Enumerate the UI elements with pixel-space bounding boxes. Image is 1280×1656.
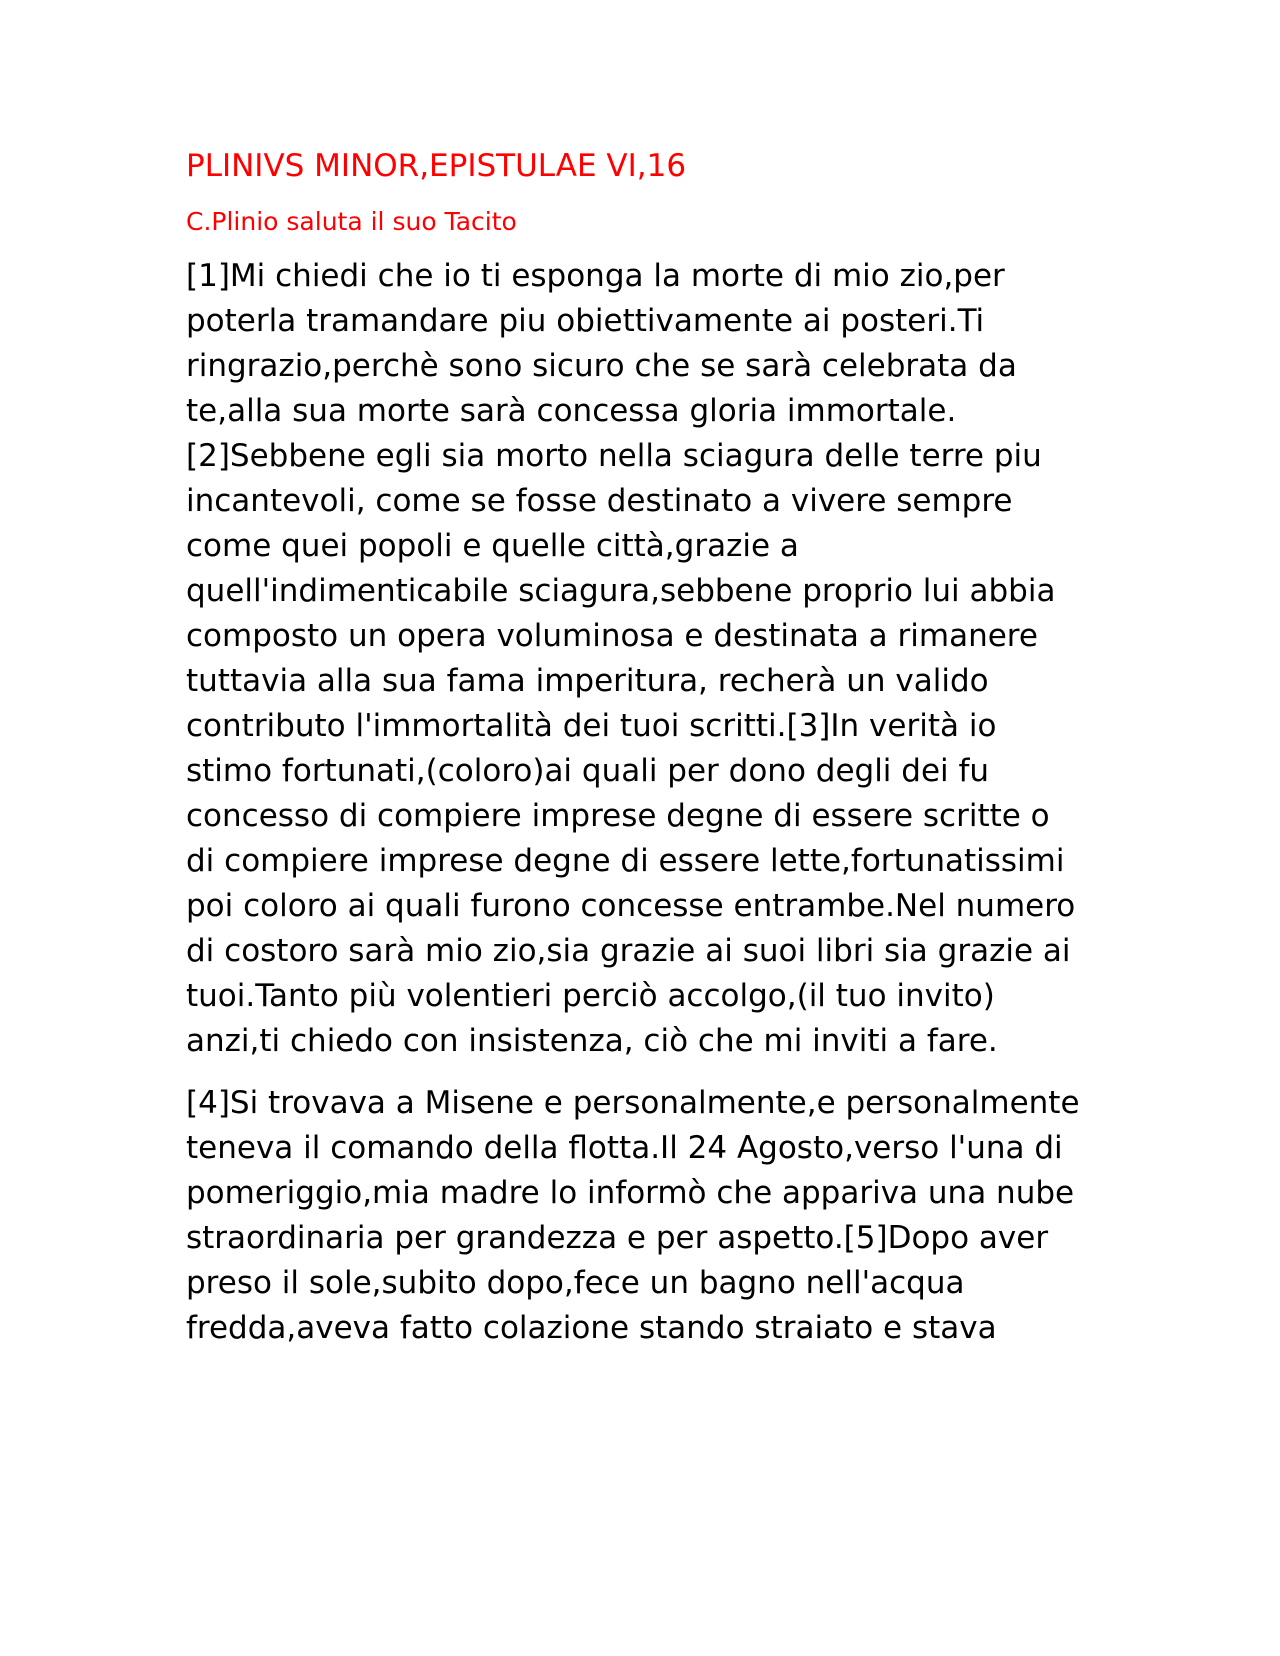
document-title: PLINIVS MINOR,EPISTULAE VI,16 bbox=[186, 148, 687, 184]
body-paragraph-1: [1]Mi chiedi che io ti esponga la morte di mio zio,per poterla tramandare piu obiettivamente ai posteri.Ti ringrazio,perchè sono sicuro che se sarà celebrata da te,alla sua morte sarà concessa gloria immortale.[2]Sebbene egli sia morto nella sciagura delle terre piu incantevoli, come se fosse destinato a vivere sempre come quei popoli e quelle città,grazie a quell'indimenticabile sciagura,sebbene proprio lui abbia composto un opera voluminosa e destinata a rimanere tuttavia alla sua fama imperitura, recherà un valido contributo l'immortalità dei tuoi scritti.[3]In verità io stimo fortunati,(coloro)ai quali per dono degli dei fu concesso di compiere imprese degne di essere scritte o di compiere imprese degne di essere lette,fortunatissimi poi coloro ai quali furono concesse entrambe.Nel numero di costoro sarà mio zio,sia grazie ai suoi libri sia grazie ai tuoi.Tanto più volentieri perciò accolgo,(il tuo invito) anzi,ti chiedo con insistenza, ciò che mi inviti a fare. bbox=[186, 258, 1076, 1060]
document-page bbox=[186, 148, 1086, 1351]
body-paragraph-2: [4]Si trovava a Misene e personalmente,e personalmente teneva il comando della flotta.Il 24 Agosto,verso l'una di pomeriggio,mia madre lo informò che appariva una nube straordinaria per grandezza e per aspetto.[5]Dopo aver preso il sole,subito dopo,fece un bagno nell'acqua fredda,aveva fatto colazione stando straiato e stava bbox=[186, 1085, 1080, 1347]
document-subtitle: C.Plinio saluta il suo Tacito bbox=[186, 207, 517, 237]
